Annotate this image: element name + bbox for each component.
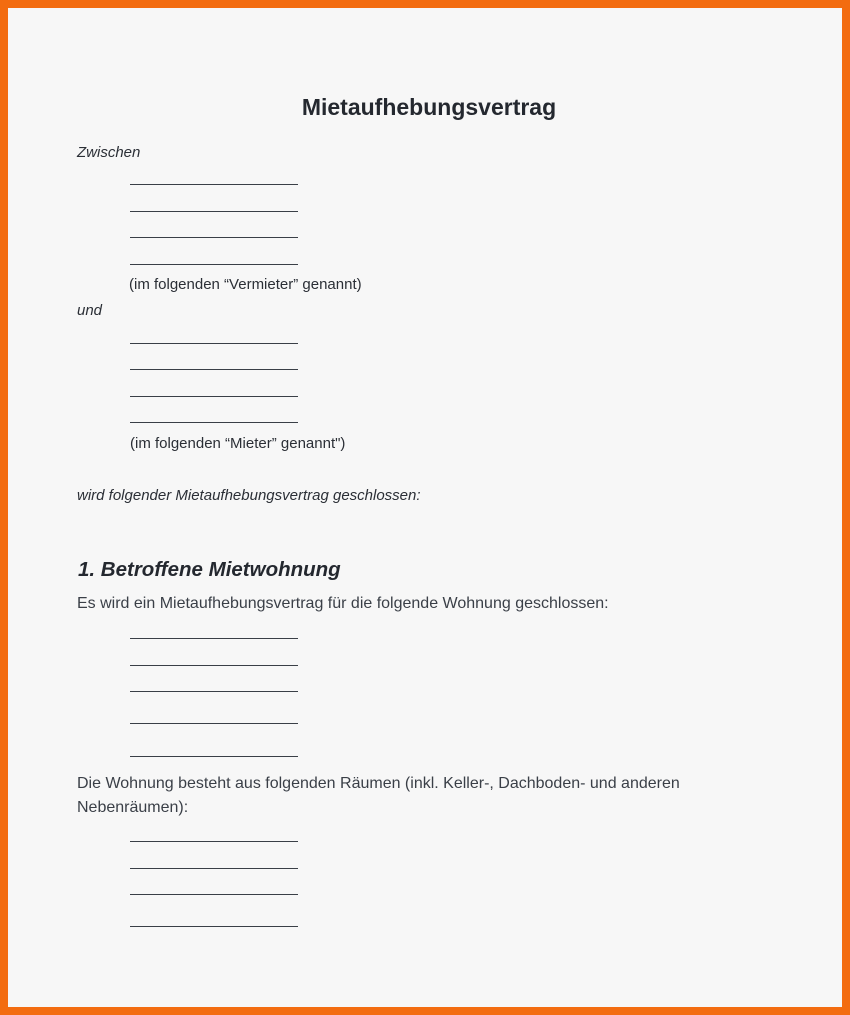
- apartment-line-1: [130, 638, 298, 639]
- tenant-line-3: [130, 396, 298, 397]
- section-1-intro: Es wird ein Mietaufhebungsvertrag für die folgende Wohnung geschlossen:: [77, 595, 609, 612]
- tenant-line-1: [130, 343, 298, 344]
- section-1-heading: 1. Betroffene Mietwohnung: [78, 558, 341, 581]
- and-label: und: [77, 302, 103, 319]
- apartment-line-5: [130, 756, 298, 757]
- rooms-line-3: [130, 894, 298, 895]
- landlord-line-3: [130, 237, 298, 238]
- rooms-line-2: [130, 868, 298, 869]
- rooms-text-line-1: Die Wohnung besteht aus folgenden Räumen (inkl. Keller-, Dachboden- und anderen: [77, 775, 680, 792]
- tenant-line-4: [130, 422, 298, 423]
- apartment-line-3: [130, 691, 298, 692]
- tenant-note: (im folgenden “Mieter” genannt"): [130, 435, 346, 452]
- landlord-note: (im folgenden “Vermieter” genannt): [129, 276, 362, 293]
- rooms-line-4: [130, 926, 298, 927]
- landlord-line-2: [130, 211, 298, 212]
- concluded-text: wird folgender Mietaufhebungsvertrag geschlossen:: [77, 487, 421, 504]
- apartment-line-4: [130, 723, 298, 724]
- landlord-line-4: [130, 264, 298, 265]
- apartment-line-2: [130, 665, 298, 666]
- landlord-line-1: [130, 184, 298, 185]
- document-page: [8, 8, 842, 1007]
- tenant-line-2: [130, 369, 298, 370]
- rooms-text-line-2: Nebenräumen):: [77, 799, 189, 816]
- rooms-line-1: [130, 841, 298, 842]
- document-title: Mietaufhebungsvertrag: [301, 94, 557, 120]
- between-label: Zwischen: [77, 144, 141, 161]
